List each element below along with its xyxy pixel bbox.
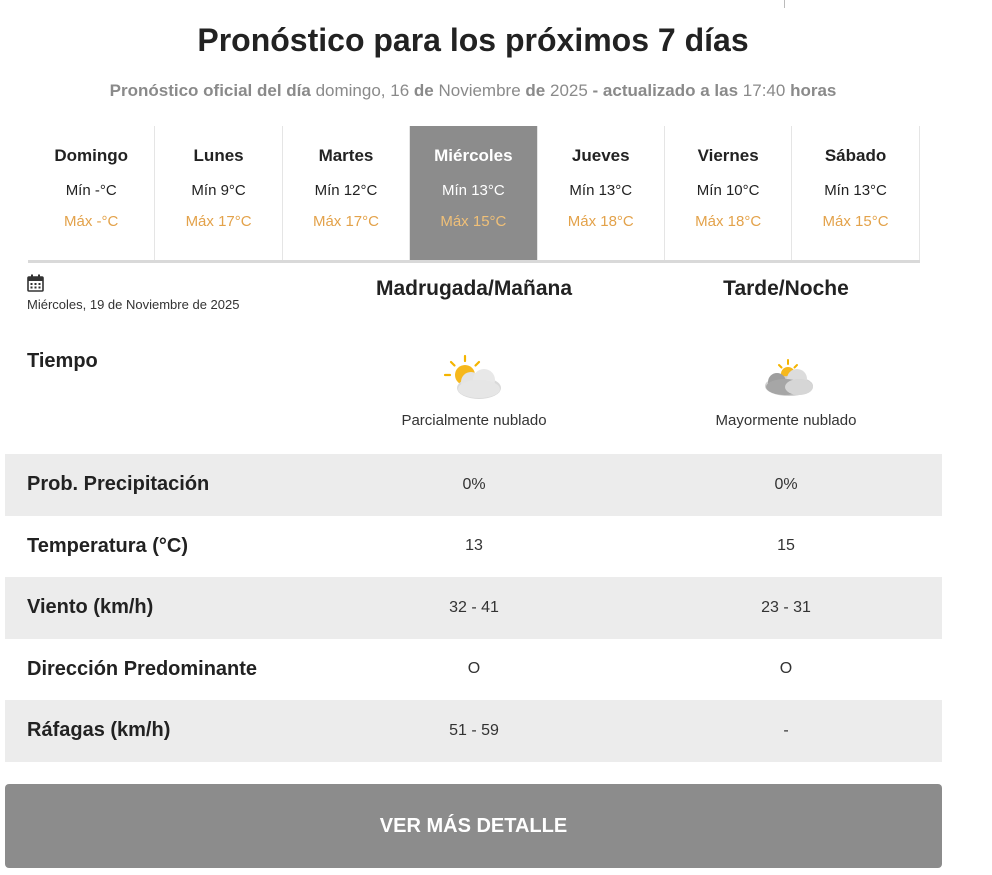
tab-jueves[interactable] — [538, 126, 665, 260]
tab-sabado[interactable] — [792, 126, 919, 260]
subtitle-updated-label: - actualizado a las — [592, 81, 739, 100]
day-name: Jueves — [571, 146, 630, 165]
row-value-morning: 13 — [465, 537, 483, 555]
column-header-evening: Tarde/Noche — [723, 277, 849, 300]
weather-description: Parcialmente nublado — [401, 412, 547, 429]
row-value-evening: 23 - 31 — [761, 598, 811, 616]
day-min-temp: Mín 10°C — [696, 182, 760, 199]
subtitle-label: Pronóstico oficial del día — [109, 81, 311, 100]
row-label: Prob. Precipitación — [27, 473, 210, 496]
table-row — [5, 454, 942, 516]
day-tabs — [28, 126, 920, 263]
weather-morning — [324, 352, 624, 429]
calendar-icon — [27, 274, 44, 292]
day-name: Miércoles — [434, 146, 513, 165]
day-max-temp: Máx -°C — [64, 213, 119, 230]
subtitle-date-day: domingo, 16 — [315, 81, 410, 100]
row-value-evening: - — [783, 721, 789, 739]
row-value-morning: 32 - 41 — [449, 598, 499, 616]
weather-description: Mayormente nublado — [715, 412, 857, 429]
weather-evening — [636, 352, 936, 429]
day-name: Viernes — [697, 146, 759, 165]
row-value-evening: 0% — [774, 475, 798, 493]
divider — [784, 0, 785, 8]
row-label: Temperatura (°C) — [27, 534, 188, 557]
day-max-temp: Máx 18°C — [567, 213, 634, 230]
subtitle-de: de — [413, 81, 434, 100]
table-row — [5, 700, 942, 762]
day-min-temp: Mín -°C — [65, 182, 117, 199]
page-title: Pronóstico para los próximos 7 días — [197, 22, 749, 58]
row-label: Dirección Predominante — [27, 657, 258, 680]
subtitle-year: 2025 — [549, 81, 588, 100]
page-subtitle — [0, 81, 946, 101]
row-value-morning: O — [467, 660, 481, 678]
day-min-temp: Mín 13°C — [442, 182, 505, 199]
forecast-table — [5, 454, 942, 762]
day-max-temp: Máx 15°C — [822, 213, 889, 230]
row-value-morning: 0% — [462, 475, 486, 493]
day-max-temp: Máx 18°C — [695, 213, 762, 230]
tab-miercoles[interactable] — [410, 126, 537, 260]
day-name: Lunes — [193, 146, 244, 165]
tab-martes[interactable] — [283, 126, 410, 260]
column-header-morning: Madrugada/Mañana — [375, 277, 573, 300]
subtitle-de: de — [525, 81, 546, 100]
day-max-temp: Máx 17°C — [312, 213, 379, 230]
day-min-temp: Mín 9°C — [191, 182, 246, 199]
selected-date: Miércoles, 19 de Noviembre de 2025 — [27, 297, 240, 312]
row-value-evening: O — [779, 660, 793, 678]
row-label: Ráfagas (km/h) — [27, 719, 171, 742]
table-row — [5, 577, 942, 639]
row-label: Viento (km/h) — [27, 596, 154, 619]
weather-label: Tiempo — [27, 350, 98, 372]
day-min-temp: Mín 12°C — [314, 182, 378, 199]
table-row — [5, 516, 942, 578]
subtitle-month: Noviembre — [438, 81, 521, 100]
tab-domingo[interactable] — [28, 126, 155, 260]
day-name: Martes — [318, 146, 374, 165]
tab-viernes[interactable] — [665, 126, 792, 260]
day-name: Sábado — [824, 146, 887, 165]
tab-lunes[interactable] — [155, 126, 282, 260]
day-max-temp: Máx 15°C — [440, 213, 507, 230]
mostly-cloudy-icon — [755, 352, 817, 402]
subtitle-hours: horas — [790, 81, 837, 100]
row-value-evening: 15 — [777, 537, 795, 555]
day-min-temp: Mín 13°C — [824, 182, 887, 199]
subtitle-time: 17:40 — [742, 81, 786, 100]
day-name: Domingo — [54, 146, 129, 165]
more-detail-button[interactable]: VER MÁS DETALLE — [5, 784, 942, 868]
day-min-temp: Mín 13°C — [569, 182, 633, 199]
day-max-temp: Máx 17°C — [185, 213, 252, 230]
row-value-morning: 51 - 59 — [449, 721, 499, 739]
partly-cloudy-icon — [443, 352, 505, 402]
table-row — [5, 639, 942, 701]
